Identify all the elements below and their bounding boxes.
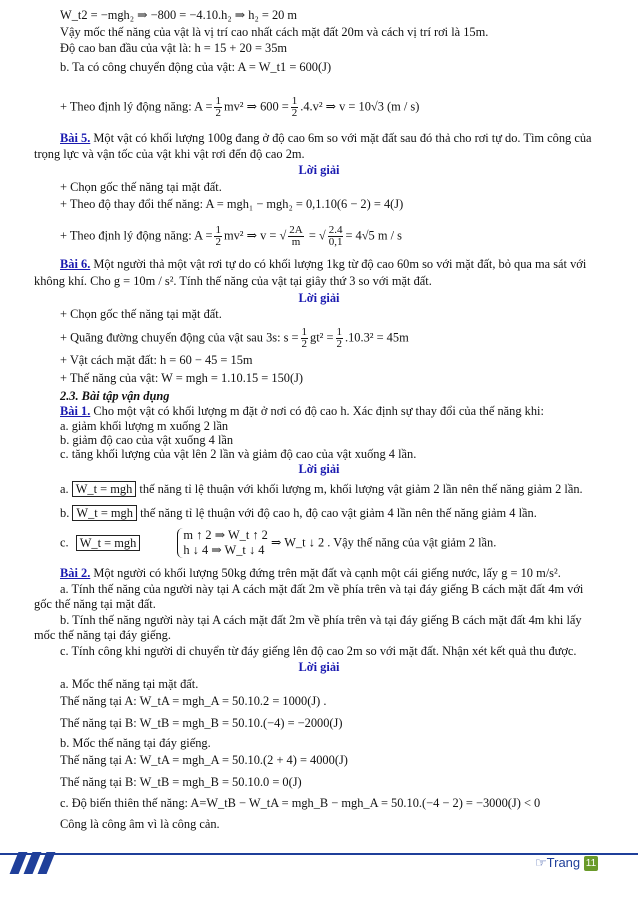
text-line: không khí. Cho g = 10m / s². Tính thế năng của vật tại giây thứ 3 so với mặt đất. <box>34 274 432 288</box>
text-line: trọng lực và vận tốc của vật khi vật rơi đến độ cao 2m. <box>34 147 305 161</box>
footer-stripes-decoration <box>6 852 62 874</box>
text-line: + Vật cách mặt đất: h = 60 − 45 = 15m <box>60 353 253 367</box>
solution-heading: Lời giải <box>298 462 340 476</box>
text-line: + Chọn gốc thế năng tại mặt đất. <box>60 180 222 194</box>
exercise-2-heading: Bài 2. Một người có khối lượng 50kg đứng trên mặt đất và cạnh một cái giếng nước, lấy g = 10 m/s². <box>60 566 561 580</box>
solution-heading: Lời giải <box>298 163 340 177</box>
text-line: a. Tính thế năng của người này tại A cách mặt đất 2m về phía trên và tại đáy giếng B cách mặt đất 4m với <box>60 582 584 596</box>
text-line: gốc thế năng tại mặt đất. <box>34 597 156 611</box>
exercise-5-heading: Bài 5. Một vật có khối lượng 100g đang ở độ cao 6m so với mặt đất sau đó thả cho rơi tự do. Tìm công của <box>60 131 592 145</box>
text-line: b. Ta có công chuyển động của vật: A = W_t1 = 600(J) <box>60 60 332 74</box>
text-line: c. Tính công khi người di chuyển từ đáy giếng lên độ cao 2m so với mặt đất. Nhận xét kết quả thu được. <box>60 644 577 658</box>
solution-c: c. W_t = mgh m ↑ 2 ⇒ W_t ↑ 2 h ↓ 4 ⇒ W_t ↓ 4 ⇒ W_t ↓ 2 . Vậy thế năng của vật giảm 2 lần. <box>60 528 497 557</box>
section-heading: 2.3. Bài tập vận dụng <box>60 389 170 403</box>
text-line: mốc thế năng tại đáy giếng. <box>34 628 171 642</box>
equation-line: Thế năng tại A: W_tA = mgh_A = 50.10.2 = 1000(J) . <box>60 694 327 708</box>
equation-line: Thế năng tại B: W_tB = mgh_B = 50.10.0 = 0(J) <box>60 775 302 789</box>
equation-line: + Thế năng của vật: W = mgh = 1.10.15 = 150(J) <box>60 371 304 385</box>
text-line: b. Tính thế năng người này tại A cách mặt đất 2m về phía trên và tại đáy giếng B cách mặt đất 4m khi lấy <box>60 613 582 627</box>
text-line: Công là công âm vì là công cản. <box>60 817 220 831</box>
text-line: b. giảm độ cao của vật xuống 4 lần <box>60 433 234 447</box>
equation-line: + Theo độ thay đổi thế năng: A = mgh₁ − mgh₂ = 0,1.10(6 − 2) = 4(J) <box>60 197 404 211</box>
solution-heading: Lời giải <box>298 660 340 674</box>
footer-page-label: ☞Trang <box>535 855 581 870</box>
exercise-6-heading: Bài 6. Một người thả một vật rơi tự do có khối lượng 1kg từ độ cao 60m so với mặt đất, bỏ qua ma sát với <box>60 257 587 271</box>
solution-a: a. W_t = mgh thế năng tỉ lệ thuận với khối lượng m, khối lượng vật giảm 2 lần nên thế năng giảm 2 lần. <box>60 482 583 496</box>
equation-line: + Theo định lý động năng: A = $\frac{1}{2}$ mv² ⇒ 600 = $\frac{1}{2}$ .4.v² ⇒ v = 10√3 (m / s) <box>60 95 420 119</box>
equation-line: W_t2 = −mgh₂ ⇒ −800 = −4.10.h₂ ⇒ h₂ = 20 m <box>60 8 298 22</box>
text-line: + Chọn gốc thế năng tại mặt đất. <box>60 307 222 321</box>
equation-line: Thế năng tại A: W_tA = mgh_A = 50.10.(2 + 4) = 4000(J) <box>60 753 348 767</box>
solution-heading: Lời giải <box>298 291 340 305</box>
text-line: c. tăng khối lượng của vật lên 2 lần và giảm độ cao của vật xuống 4 lần. <box>60 447 417 461</box>
solution-b: b. W_t = mgh thế năng tỉ lệ thuận với độ cao h, độ cao vật giảm 4 lần nên thế năng giảm 4 lần. <box>60 506 537 520</box>
equation-line: Thế năng tại B: W_tB = mgh_B = 50.10.(−4) = −2000(J) <box>60 716 343 730</box>
text-line: Vậy mốc thế năng của vật là vị trí cao nhất cách mặt đất 20m và cách vị trí rơi là 15m. <box>60 25 489 39</box>
text-line: a. Mốc thế năng tại mặt đất. <box>60 677 199 691</box>
page-number: 11 <box>585 858 597 869</box>
text-line: Độ cao ban đầu của vật là: h = 15 + 20 = 35m <box>60 41 288 55</box>
equation-line: c. Độ biến thiên thế năng: A=W_tB − W_tA = mgh_B − mgh_A = 50.10.(−4 − 2) = −3000(J) < 0 <box>60 796 541 810</box>
equation-line: + Quãng đường chuyển động của vật sau 3s: s = $\frac{1}{2}$ gt² = $\frac{1}{2}$ .10.3² = 45m <box>60 326 409 350</box>
exercise-1-heading: Bài 1. Cho một vật có khối lượng m đặt ở nơi có độ cao h. Xác định sự thay đổi của thế năng khi: <box>60 404 544 418</box>
hand-pointer-icon: ☞ <box>535 855 547 870</box>
text-line: b. Mốc thế năng tại đáy giếng. <box>60 736 211 750</box>
equation-line: + Theo định lý động năng: A = $\frac{1}{2}$ mv² ⇒ v = √ $\frac{2A}{m}$ = √ $\frac{2.4}{0,1}$ = 4√5 m / s <box>60 224 402 248</box>
text-line: a. giảm khối lượng m xuống 2 lần <box>60 419 229 433</box>
